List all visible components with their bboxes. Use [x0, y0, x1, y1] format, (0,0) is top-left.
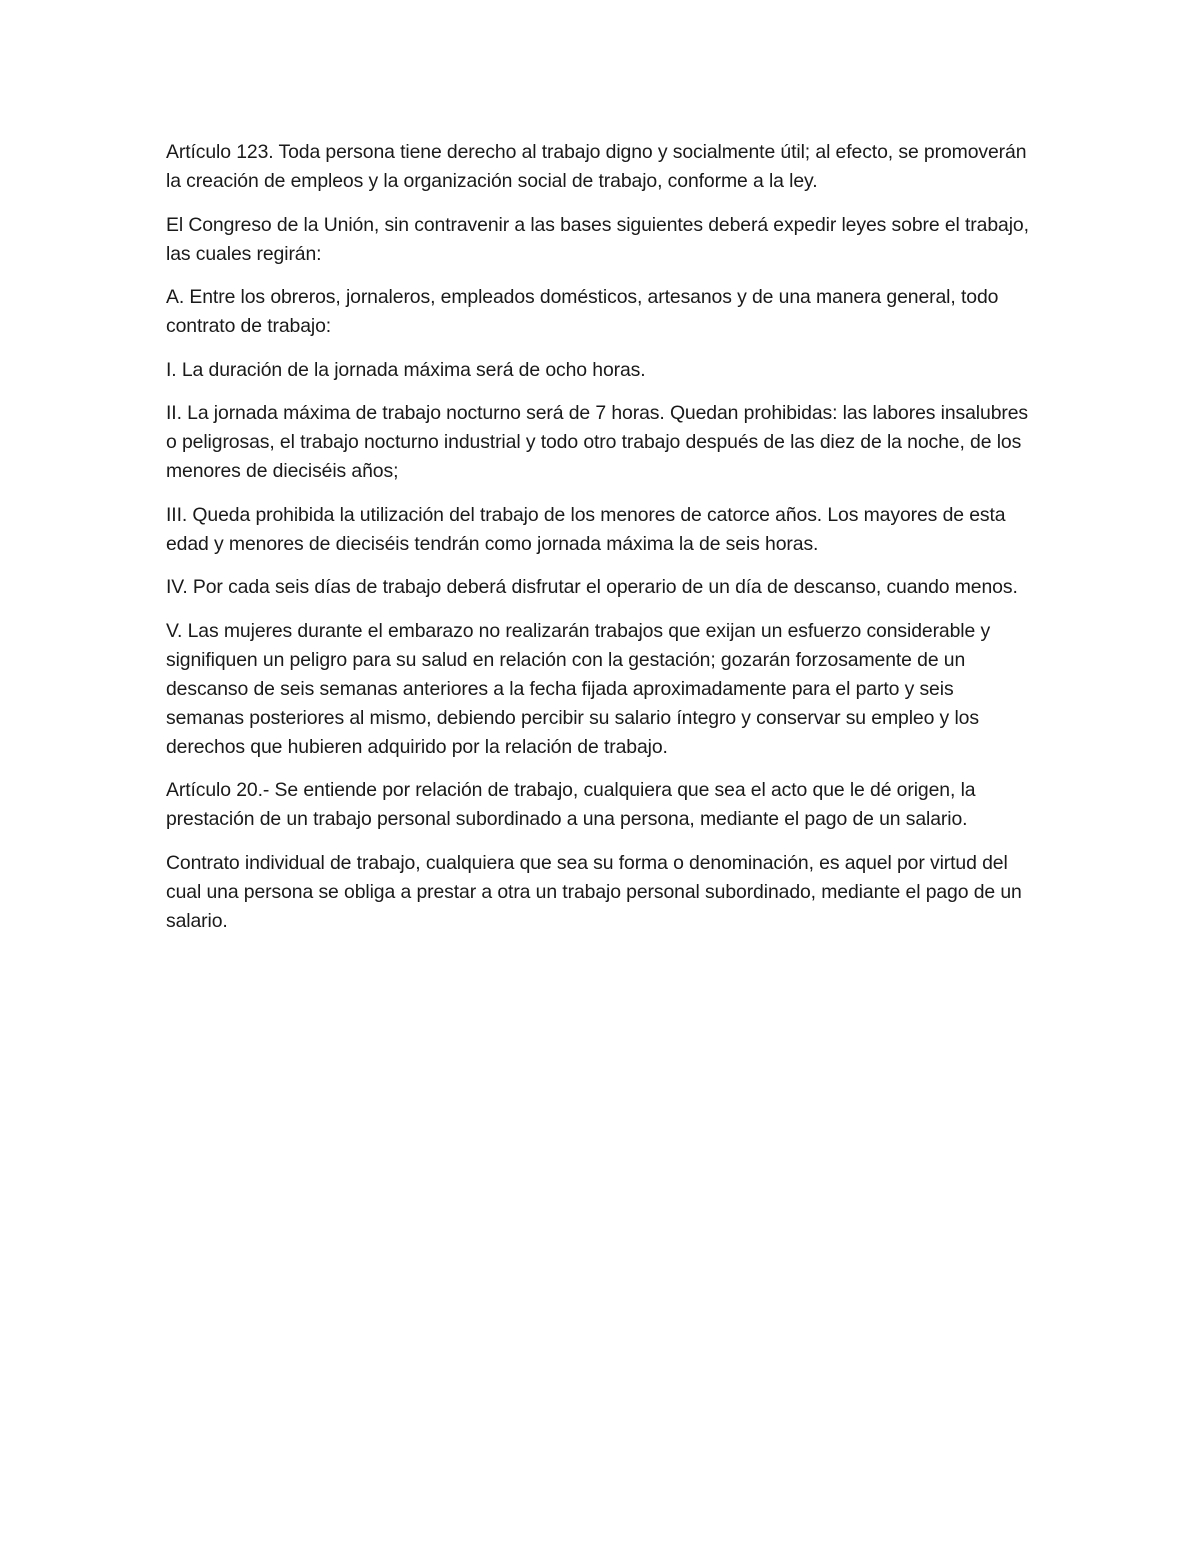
- document-body: [166, 138, 1036, 950]
- paragraph-fraccion-i: I. La duración de la jornada máxima será de ocho horas.: [166, 358, 646, 381]
- paragraph-articulo-123: Artículo 123. Toda persona tiene derecho al trabajo digno y socialmente útil; al efecto, se promoverán la creación de empleos y la organización social de trabajo, conforme a la ley.: [166, 141, 1027, 192]
- paragraph-apartado-a: A. Entre los obreros, jornaleros, empleados domésticos, artesanos y de una manera general, todo contrato de trabajo:: [166, 286, 999, 337]
- paragraph-contrato-individual: Contrato individual de trabajo, cualquiera que sea su forma o denominación, es aquel por virtud del cual una persona se obliga a prestar a otra un trabajo personal subordinado, mediante el pago de un salario.: [166, 851, 1022, 932]
- paragraph-fraccion-ii: II. La jornada máxima de trabajo nocturno será de 7 horas. Quedan prohibidas: las labores insalubres o peligrosas, el trabajo nocturno industrial y todo otro trabajo después de las diez de la noche, de los menores de dieciséis años;: [166, 402, 1029, 482]
- paragraph-fraccion-v: V. Las mujeres durante el embarazo no realizarán trabajos que exijan un esfuerzo considerable y signifiquen un peligro para su salud en relación con la gestación; gozarán forzosamente de un descanso de seis semanas anteriores a la fecha fijada aproximadamente para el parto y seis semanas posteriores al mismo, debiendo percibir su salario íntegro y conservar su empleo y los derechos que hubieren adquirido por la relación de trabajo.: [166, 619, 991, 758]
- paragraph-articulo-20: Artículo 20.- Se entiende por relación de trabajo, cualquiera que sea el acto que le dé origen, la prestación de un trabajo personal subordinado a una persona, mediante el pago de un salario.: [166, 779, 976, 830]
- paragraph-fraccion-iv: IV. Por cada seis días de trabajo deberá disfrutar el operario de un día de descanso, cuando menos.: [166, 576, 1018, 598]
- paragraph-congreso: El Congreso de la Unión, sin contravenir a las bases siguientes deberá expedir leyes sobre el trabajo, las cuales regirán:: [166, 213, 1029, 265]
- paragraph-fraccion-iii: III. Queda prohibida la utilización del trabajo de los menores de catorce años. Los mayores de esta edad y menores de dieciséis tendrán como jornada máxima la de seis horas.: [166, 503, 1006, 555]
